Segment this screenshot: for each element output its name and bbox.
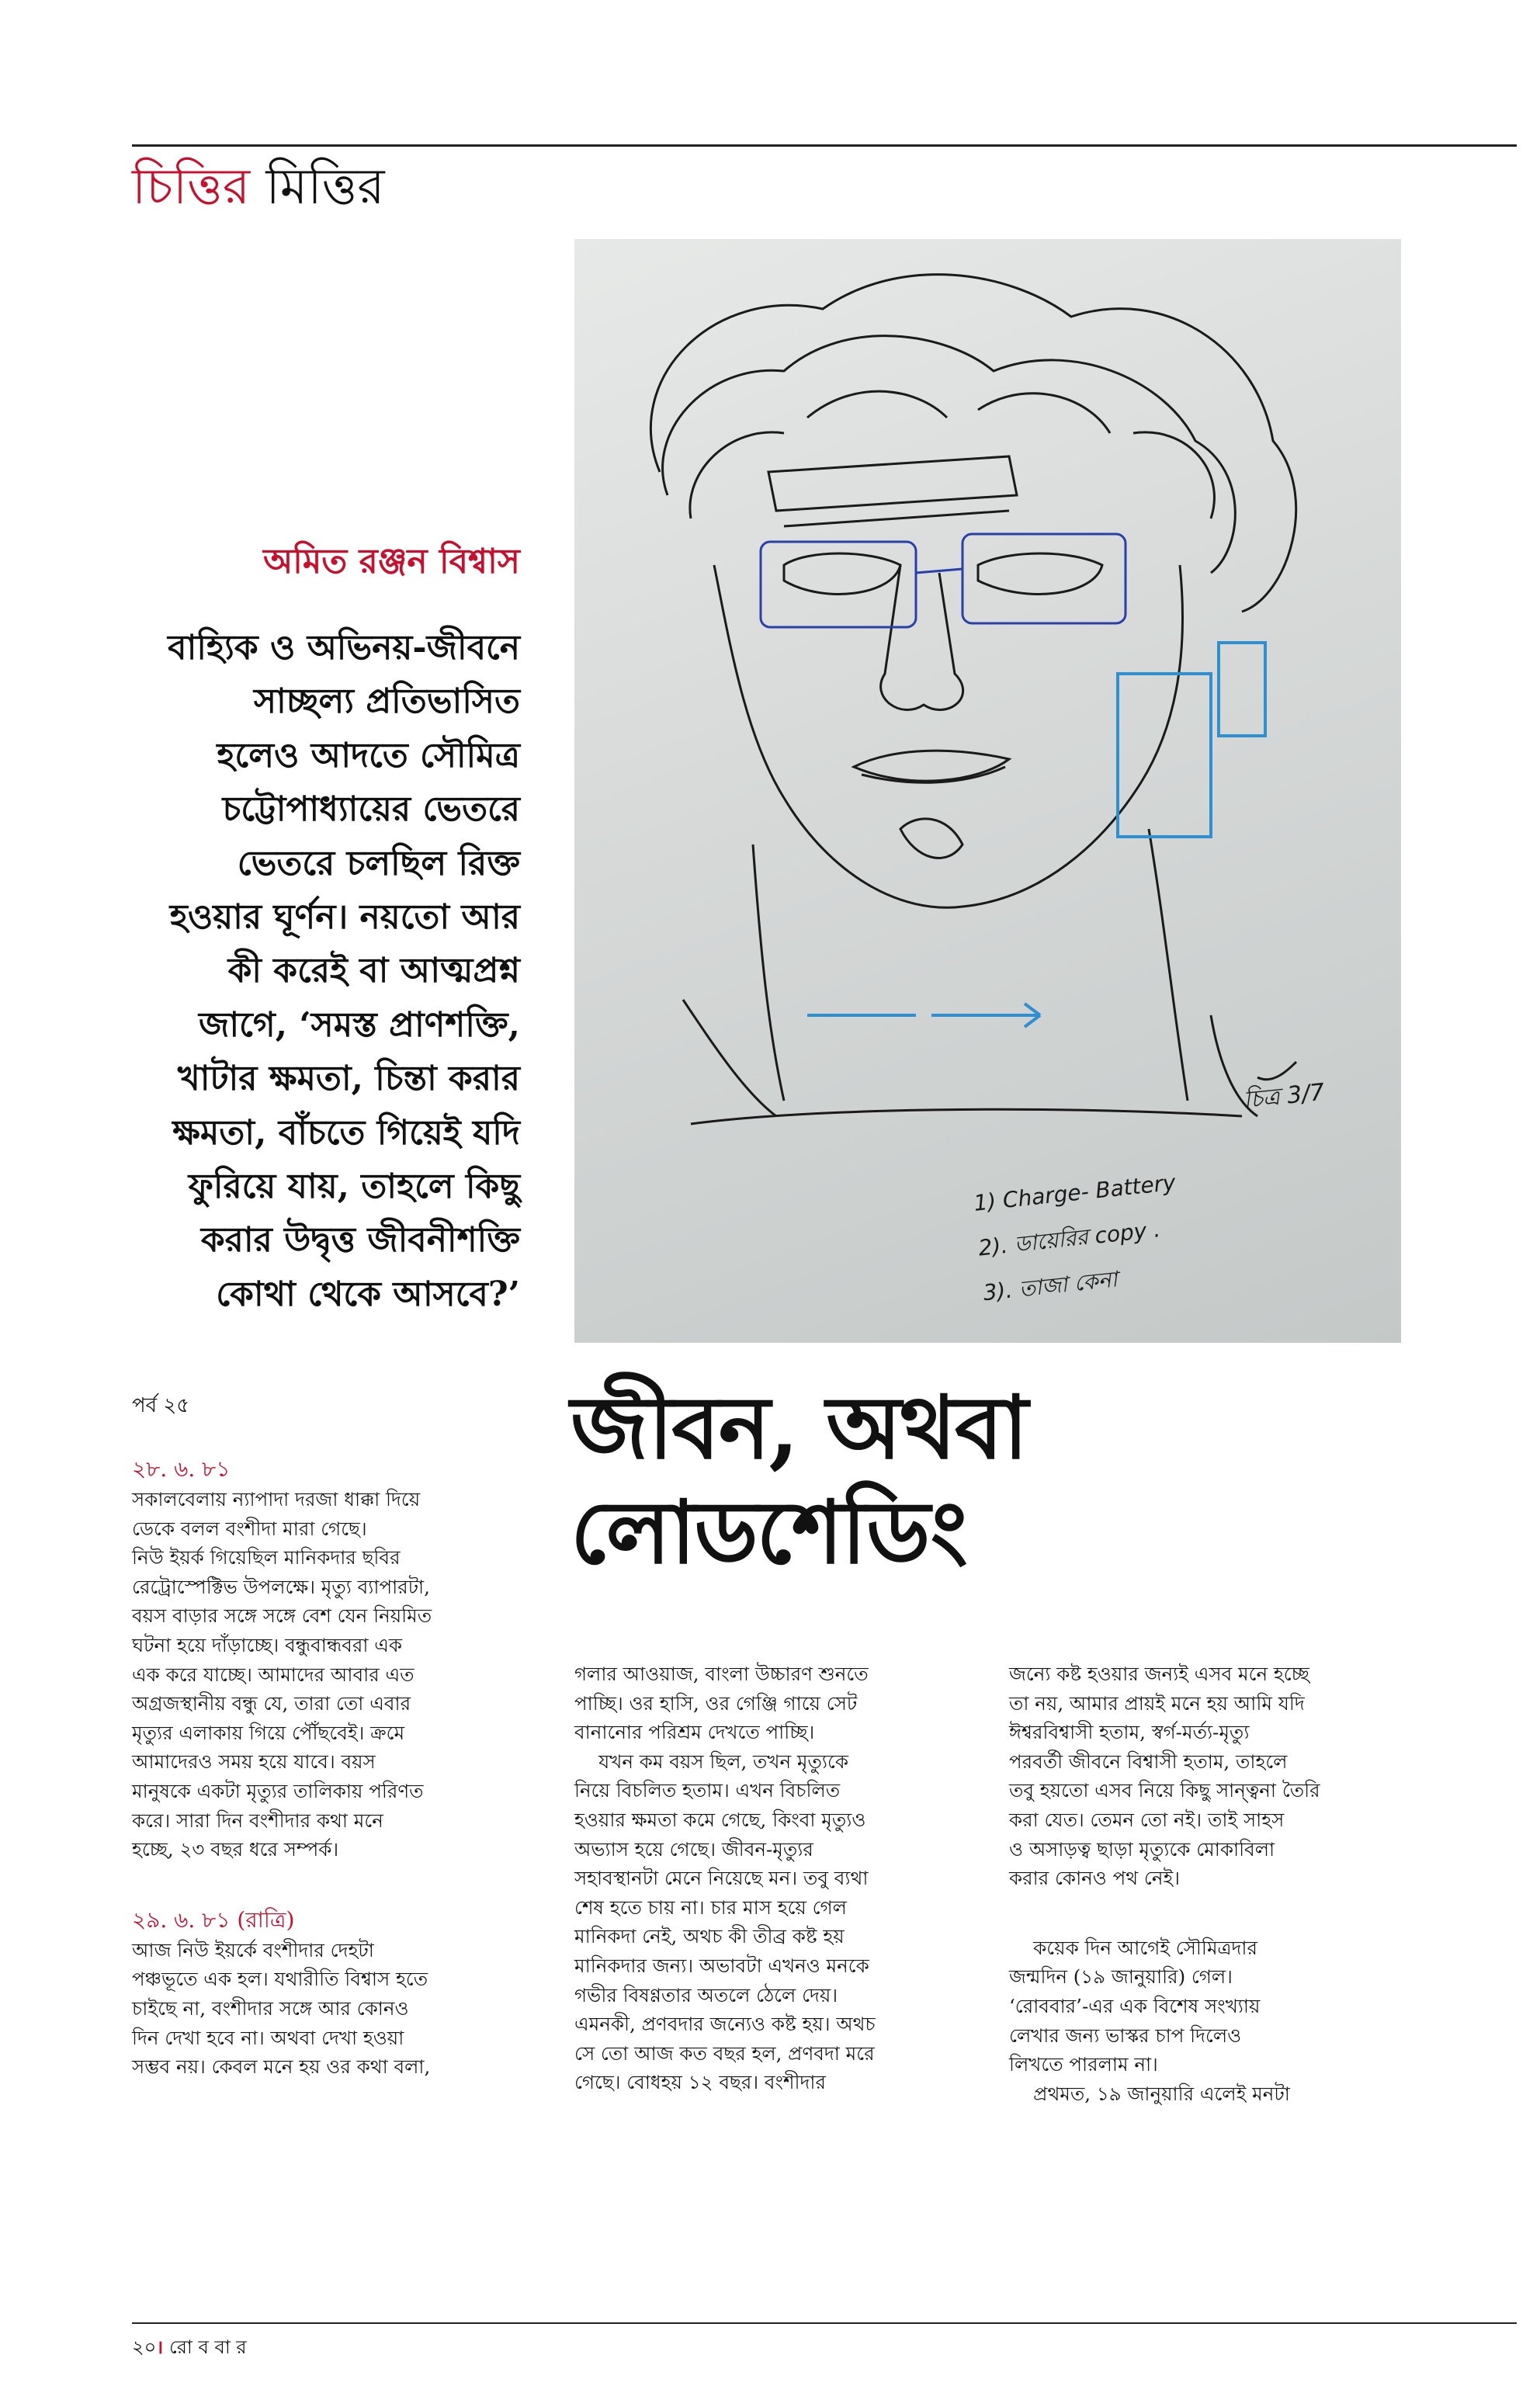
body-line: রেট্রোস্পেক্টিভ উপলক্ষে। মৃত্যু ব্যাপারটা, [132, 1575, 430, 1598]
body-line: ঈশ্বরবিশ্বাসী হতাম, স্বর্গ-মর্ত্য-মৃত্যু [1009, 1721, 1250, 1744]
body-line: আমাদেরও সময় হয়ে যাবে। বয়স [132, 1750, 376, 1774]
body-line: সহাবস্থানটা মেনে নিয়েছে মন। তবু ব্যথা [574, 1867, 869, 1890]
diary-date: ২৯. ৬. ৮১ (রাত্রি) [132, 1906, 295, 1933]
body-line: হওয়ার ক্ষমতা কমে গেছে, কিংবা মৃত্যুও [574, 1808, 866, 1831]
body-line: গেছে। বোধহয় ১২ বছর। বংশীদার [574, 2071, 827, 2094]
body-line: ‘রোববার’-এর এক বিশেষ সংখ্যায় [1009, 1994, 1261, 2017]
sketch-note: 3). তাজা কেনা [982, 1266, 1119, 1306]
pull-quote-line: করার উদ্বৃত্ত জীবনীশক্তি [200, 1220, 520, 1261]
body-line: সম্ভব নয়। কেবল মনে হয় ওর কথা বলা, [132, 2055, 431, 2079]
portrait-blue-glasses [761, 534, 1126, 627]
pull-quote-line: ক্ষমতা, বাঁচতে গিয়েই যদি [172, 1112, 520, 1153]
author-name: অমিত রঞ্জন বিশ্বাস [263, 542, 520, 581]
pull-quote-line: বাহ্যিক ও অভিনয়-জীবনে [168, 628, 520, 668]
body-line: তবু হয়তো এসব নিয়ে কিছু সান্ত্বনা তৈরি [1009, 1779, 1320, 1802]
folio-separator: । [156, 2336, 164, 2358]
body-line: গভীর বিষণ্ণতার অতলে ঠেলে দেয়। [574, 1983, 838, 2006]
pull-quote-line: কোথা থেকে আসবে?’ [216, 1274, 520, 1314]
body-line: পঞ্চভূতে এক হল। যথারীতি বিশ্বাস হতে [132, 1968, 428, 1991]
pull-quote-line: হওয়ার ঘূর্ণন। নয়তো আর [169, 897, 520, 938]
bottom-rule [132, 2322, 1517, 2324]
portrait-lines [650, 275, 1296, 1124]
body-line: নিয়ে বিচলিত হতাম। এখন বিচলিত [574, 1779, 841, 1802]
body-line: লেখার জন্য ভাস্কর চাপ দিলেও [1009, 2024, 1242, 2047]
section-title-rest: মিত্তির [250, 158, 385, 216]
episode-label: পর্ব ২৫ [132, 1394, 190, 1417]
portrait-sketch [574, 239, 1401, 1343]
body-line: হচ্ছে, ২৩ বছর ধরে সম্পর্ক। [132, 1838, 339, 1861]
body-line: বানানোর পরিশ্রম দেখতে পাচ্ছি। [574, 1721, 815, 1744]
body-line: ঘটনা হয়ে দাঁড়াচ্ছে। বন্ধুবান্ধবরা এক [132, 1633, 403, 1656]
body-line: পাচ্ছি। ওর হাসি, ওর গেঞ্জি গায়ে সেট [574, 1691, 858, 1715]
pull-quote [124, 621, 520, 1321]
body-line: করার কোনও পথ নেই। [1009, 1867, 1180, 1890]
body-line: আজ নিউ ইয়র্কে বংশীদার দেহটা [132, 1938, 374, 1961]
top-rule [132, 144, 1517, 147]
body-line: ও অসাড়ত্ব ছাড়া মৃত্যুকে মোকাবিলা [1009, 1837, 1275, 1861]
body-line: শেষ হতে চায় না। চার মাস হয়ে গেল [574, 1895, 847, 1919]
pull-quote-line: চট্টোপাধ্যায়ের ভেতরে [222, 789, 520, 830]
section-title [132, 152, 385, 222]
page-folio [132, 2333, 247, 2364]
body-line: মানুষকে একটা মৃত্যুর তালিকায় পরিণত [132, 1779, 424, 1802]
body-line: গলার আওয়াজ, বাংলা উচ্চারণ শুনতে [574, 1663, 869, 1685]
section-title-accent: চিত্তির [132, 158, 251, 216]
pull-quote-line: হলেও আদতে সৌমিত্র [217, 735, 520, 775]
body-column-1 [132, 1454, 536, 2082]
pull-quote-line: ফুরিয়ে যায়, তাহলে কিছু [188, 1167, 520, 1207]
page-number: ২০ [132, 2336, 157, 2358]
body-line: ডেকে বলল বংশীদা মারা গেছে। [132, 1517, 367, 1540]
body-line: মানিকদার জন্য। অভাবটা এখনও মনকে [574, 1954, 869, 1977]
body-line: মৃত্যুর এলাকায় গিয়ে পৌঁছবেই। ক্রমে [132, 1721, 405, 1744]
headline-line: লোডশেডিং [571, 1482, 966, 1583]
portrait-blue-guides [807, 643, 1265, 1027]
body-line: জন্যে কষ্ট হওয়ার জন্যই এসব মনে হচ্ছে [1009, 1663, 1309, 1685]
pull-quote-line: খাটার ক্ষমতা, চিন্তা করার [177, 1059, 520, 1099]
body-line: অগ্রজস্থানীয় বন্ধু যে, তারা তো এবার [132, 1692, 411, 1715]
body-line: জন্মদিন (১৯ জানুয়ারি) গেল। [1009, 1965, 1233, 1989]
body-line: কয়েক দিন আগেই সৌমিত্রদার [1009, 1936, 1258, 1959]
body-line: এমনকী, প্রণবদার জন্যেও কষ্ট হয়। অথচ [574, 2013, 876, 2036]
body-line: যখন কম বয়স ছিল, তখন মৃত্যুকে [574, 1750, 848, 1773]
body-line: অভ্যাস হয়ে গেছে। জীবন-মৃত্যুর [574, 1837, 813, 1861]
portrait-drawing [574, 239, 1401, 1343]
body-line: মানিকদা নেই, অথচ কী তীব্র কষ্ট হয় [574, 1925, 845, 1948]
body-line: সে তো আজ কত বছর হল, প্রণবদা মরে [574, 2041, 875, 2065]
body-line: তা নয়, আমার প্রায়ই মনে হয় আমি যদি [1009, 1691, 1305, 1715]
pull-quote-line: কী করেই বা আত্মপ্রশ্ন [227, 951, 520, 991]
body-line: করা যেত। তেমন তো নই। তাই সাহস [1009, 1808, 1285, 1831]
sketch-notes [972, 1160, 1188, 1316]
magazine-name: রো ব বা র [168, 2336, 247, 2358]
body-line: লিখতে পারলাম না। [1009, 2053, 1158, 2076]
diary-date: ২৮. ৬. ৮১ [132, 1456, 231, 1482]
body-line: বয়স বাড়ার সঙ্গে সঙ্গে বেশ যেন নিয়মিত [132, 1604, 432, 1628]
sketch-signature: চিত্র 3/7 [1242, 1078, 1327, 1115]
body-column-2 [574, 1659, 978, 2097]
body-line: সকালবেলায় ন্যাপাদা দরজা ধাক্কা দিয়ে [132, 1488, 421, 1510]
body-line: এক করে যাচ্ছে। আমাদের আবার এত [132, 1663, 414, 1686]
sketch-note: 2). ডায়েরির copy . [976, 1216, 1162, 1261]
body-line: প্রথমত, ১৯ জানুয়ারি এলেই মনটা [1009, 2082, 1290, 2105]
body-line: নিউ ইয়র্ক গিয়েছিল মানিকদার ছবির [132, 1546, 401, 1569]
body-line: দিন দেখা হবে না। অথবা দেখা হওয়া [132, 2026, 404, 2049]
pull-quote-line: সাচ্ছল্য প্রতিভাসিত [253, 681, 520, 722]
pull-quote-line: জাগে, ‘সমস্ত প্রাণশক্তি, [199, 1004, 520, 1045]
headline-line: জীবন, অথবা [571, 1377, 1027, 1479]
body-line: করে। সারা দিন বংশীদার কথা মনে [132, 1809, 383, 1832]
body-line: পরবর্তী জীবনে বিশ্বাসী হতাম, তাহলে [1009, 1750, 1288, 1773]
headline [571, 1375, 1191, 1585]
pull-quote-line: ভেতরে চলছিল রিক্ত [237, 843, 520, 883]
sketch-note: 1) Charge- Battery [972, 1169, 1178, 1216]
body-line: চাইছে না, বংশীদার সঙ্গে আর কোনও [132, 1996, 409, 2020]
body-column-3 [1009, 1659, 1413, 2108]
